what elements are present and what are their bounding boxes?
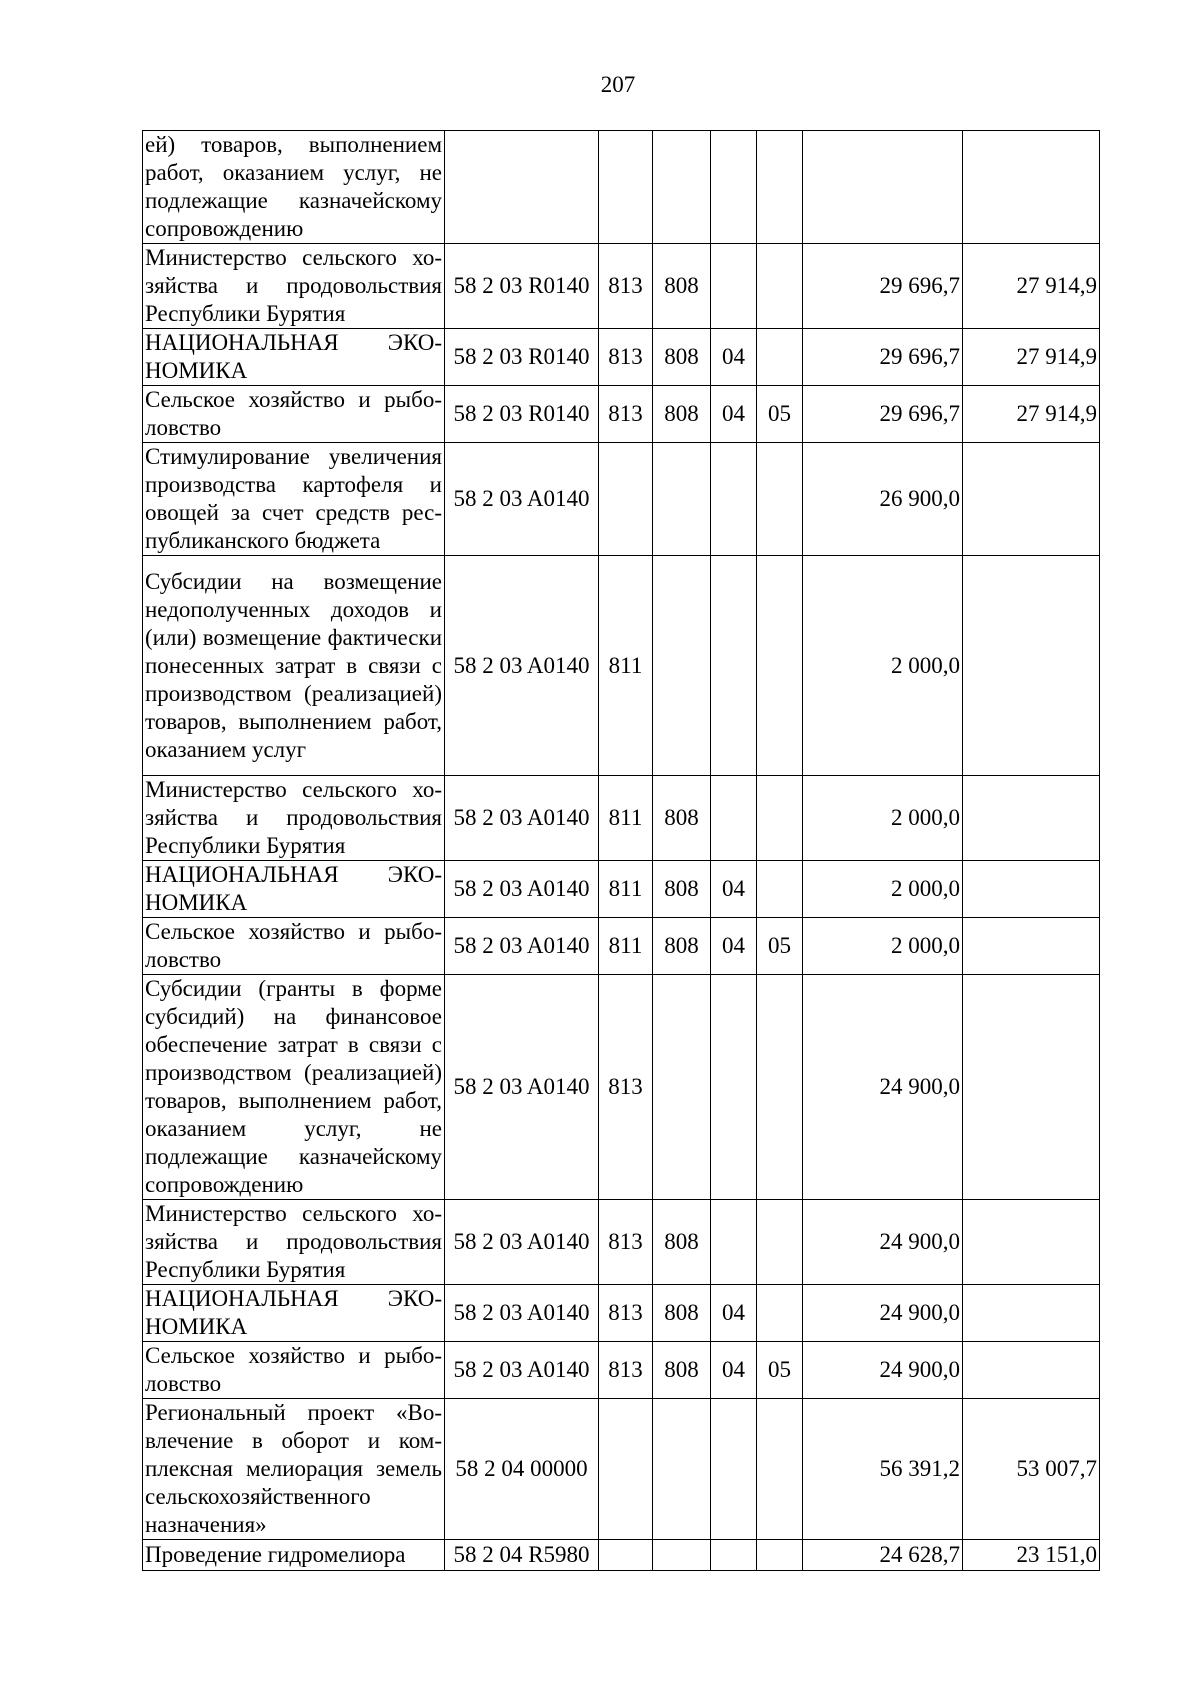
cell-ved: 808: [653, 1342, 711, 1399]
cell-s1: 56 391,2: [803, 1399, 963, 1540]
cell-csr: [445, 131, 599, 244]
cell-ved: 808: [653, 1285, 711, 1342]
table-row: [143, 329, 1100, 386]
cell-grbs: 813: [599, 1342, 653, 1399]
table-row: [143, 131, 1100, 244]
cell-s1: [803, 131, 963, 244]
cell-grbs: [599, 443, 653, 556]
cell-name: НАЦИОНАЛЬНАЯ ЭКОНОМИКА: [143, 1285, 445, 1342]
cell-name: Субсидии на возмещение недополученных доходов и (или) возмещение фактически понесенных затрат в связи с производством (реализацией) товаров, выполнением работ, оказанием услуг: [143, 556, 445, 776]
cell-rz: [711, 776, 757, 861]
cell-s2: [963, 861, 1100, 918]
cell-grbs: 813: [599, 1285, 653, 1342]
cell-ved: [653, 131, 711, 244]
cell-s2: [963, 131, 1100, 244]
cell-s1: 24 900,0: [803, 1200, 963, 1285]
cell-s1: 24 900,0: [803, 975, 963, 1200]
cell-pr: [757, 1285, 803, 1342]
cell-rz: [711, 1399, 757, 1540]
cell-ved: [653, 556, 711, 776]
cell-pr: [757, 776, 803, 861]
cell-name: Региональный проект «Вовлечение в оборот и комплексная мелиорация земель сельскохозяйственного назначения»: [143, 1399, 445, 1540]
cell-pr: [757, 1399, 803, 1540]
cell-s1: 29 696,7: [803, 244, 963, 329]
cell-s2: [963, 1285, 1100, 1342]
cell-pr: 05: [757, 386, 803, 443]
cell-grbs: 813: [599, 329, 653, 386]
cell-s1: 24 900,0: [803, 1285, 963, 1342]
cell-s1: 2 000,0: [803, 556, 963, 776]
cell-s1: 2 000,0: [803, 776, 963, 861]
table-row: [143, 556, 1100, 776]
cell-name: Сельское хозяйство и рыболовство: [143, 386, 445, 443]
cell-grbs: 811: [599, 776, 653, 861]
cell-grbs: 813: [599, 975, 653, 1200]
cell-ved: 808: [653, 329, 711, 386]
cell-pr: [757, 861, 803, 918]
cell-s2: 27 914,9: [963, 386, 1100, 443]
cell-name: Министерство сельского хозяйства и продовольствия Республики Бурятия: [143, 244, 445, 329]
cell-s2: 27 914,9: [963, 329, 1100, 386]
cell-ved: 808: [653, 386, 711, 443]
cell-ved: 808: [653, 776, 711, 861]
table-row: [143, 861, 1100, 918]
cell-s1: 2 000,0: [803, 861, 963, 918]
cell-rz: [711, 131, 757, 244]
cell-rz: [711, 443, 757, 556]
cell-grbs: 811: [599, 918, 653, 975]
cell-csr: 58 2 04 00000: [445, 1399, 599, 1540]
cell-csr: 58 2 03 A0140: [445, 1200, 599, 1285]
cell-name: Сельское хозяйство и рыболовство: [143, 918, 445, 975]
cell-name: Сельское хозяйство и рыболовство: [143, 1342, 445, 1399]
cell-csr: 58 2 03 R0140: [445, 244, 599, 329]
cell-grbs: [599, 131, 653, 244]
cell-grbs: 813: [599, 1200, 653, 1285]
cell-grbs: 813: [599, 386, 653, 443]
cell-name: Субсидии (гранты в форме субсидий) на финансовое обеспечение затрат в связи с производством (реализацией) товаров, выполнением работ, оказанием услуг, не подлежащие казначейскому сопровождению: [143, 975, 445, 1200]
cell-s2: [963, 443, 1100, 556]
cell-pr: [757, 443, 803, 556]
cell-rz: 04: [711, 329, 757, 386]
cell-csr: 58 2 03 A0140: [445, 975, 599, 1200]
cell-s1: 29 696,7: [803, 329, 963, 386]
cell-pr: 05: [757, 1342, 803, 1399]
cell-s2: [963, 1200, 1100, 1285]
cell-name: Стимулирование увеличения производства картофеля и овощей за счет средств республиканского бюджета: [143, 443, 445, 556]
cell-name: Проведение гидромелиора: [143, 1540, 445, 1571]
cell-s2: 27 914,9: [963, 244, 1100, 329]
cell-pr: [757, 1200, 803, 1285]
cell-pr: [757, 131, 803, 244]
cell-name: НАЦИОНАЛЬНАЯ ЭКОНОМИКА: [143, 329, 445, 386]
cell-ved: [653, 443, 711, 556]
cell-ved: [653, 1540, 711, 1571]
cell-s2: [963, 918, 1100, 975]
table-row: [143, 1342, 1100, 1399]
table-row: [143, 918, 1100, 975]
cell-ved: [653, 1399, 711, 1540]
cell-s1: 2 000,0: [803, 918, 963, 975]
cell-csr: 58 2 03 A0140: [445, 861, 599, 918]
cell-name: Министерство сельского хозяйства и продовольствия Республики Бурятия: [143, 776, 445, 861]
cell-pr: [757, 975, 803, 1200]
cell-rz: 04: [711, 386, 757, 443]
page-number: 207: [600, 72, 636, 97]
cell-rz: 04: [711, 918, 757, 975]
cell-grbs: 813: [599, 244, 653, 329]
cell-s1: 29 696,7: [803, 386, 963, 443]
cell-pr: [757, 1540, 803, 1571]
cell-s1: 26 900,0: [803, 443, 963, 556]
cell-s2: [963, 975, 1100, 1200]
cell-csr: 58 2 04 R5980: [445, 1540, 599, 1571]
cell-csr: 58 2 03 A0140: [445, 556, 599, 776]
cell-rz: 04: [711, 861, 757, 918]
table-row: [143, 1399, 1100, 1540]
cell-ved: [653, 975, 711, 1200]
cell-name: Министерство сельского хозяйства и продовольствия Республики Бурятия: [143, 1200, 445, 1285]
cell-ved: 808: [653, 861, 711, 918]
cell-rz: 04: [711, 1342, 757, 1399]
table-row: [143, 776, 1100, 861]
cell-ved: 808: [653, 918, 711, 975]
cell-pr: 05: [757, 918, 803, 975]
cell-csr: 58 2 03 A0140: [445, 776, 599, 861]
cell-rz: [711, 1540, 757, 1571]
budget-table: [142, 130, 1100, 1571]
table-row: [143, 386, 1100, 443]
cell-s2: [963, 556, 1100, 776]
cell-s2: 23 151,0: [963, 1540, 1100, 1571]
cell-grbs: [599, 1399, 653, 1540]
table-row: [143, 975, 1100, 1200]
cell-grbs: 811: [599, 556, 653, 776]
cell-ved: 808: [653, 1200, 711, 1285]
cell-rz: [711, 244, 757, 329]
cell-csr: 58 2 03 A0140: [445, 918, 599, 975]
table-row: [143, 1540, 1100, 1571]
cell-csr: 58 2 03 R0140: [445, 329, 599, 386]
cell-s2: [963, 776, 1100, 861]
cell-name: ей) товаров, выполнением работ, оказанием услуг, не подлежащие казначейскому сопровождению: [143, 131, 445, 244]
cell-pr: [757, 556, 803, 776]
cell-name: НАЦИОНАЛЬНАЯ ЭКОНОМИКА: [143, 861, 445, 918]
cell-s1: 24 900,0: [803, 1342, 963, 1399]
cell-rz: [711, 556, 757, 776]
table-row: [143, 1285, 1100, 1342]
cell-s2: 53 007,7: [963, 1399, 1100, 1540]
cell-pr: [757, 244, 803, 329]
cell-rz: [711, 975, 757, 1200]
cell-grbs: 811: [599, 861, 653, 918]
cell-ved: 808: [653, 244, 711, 329]
table-body: [143, 131, 1100, 1571]
cell-s1: 24 628,7: [803, 1540, 963, 1571]
cell-rz: [711, 1200, 757, 1285]
cell-grbs: [599, 1540, 653, 1571]
table-row: [143, 1200, 1100, 1285]
table-row: [143, 244, 1100, 329]
cell-rz: 04: [711, 1285, 757, 1342]
cell-csr: 58 2 03 A0140: [445, 1342, 599, 1399]
cell-csr: 58 2 03 R0140: [445, 386, 599, 443]
cell-csr: 58 2 03 A0140: [445, 1285, 599, 1342]
cell-s2: [963, 1342, 1100, 1399]
table-row: [143, 443, 1100, 556]
cell-pr: [757, 329, 803, 386]
cell-csr: 58 2 03 A0140: [445, 443, 599, 556]
